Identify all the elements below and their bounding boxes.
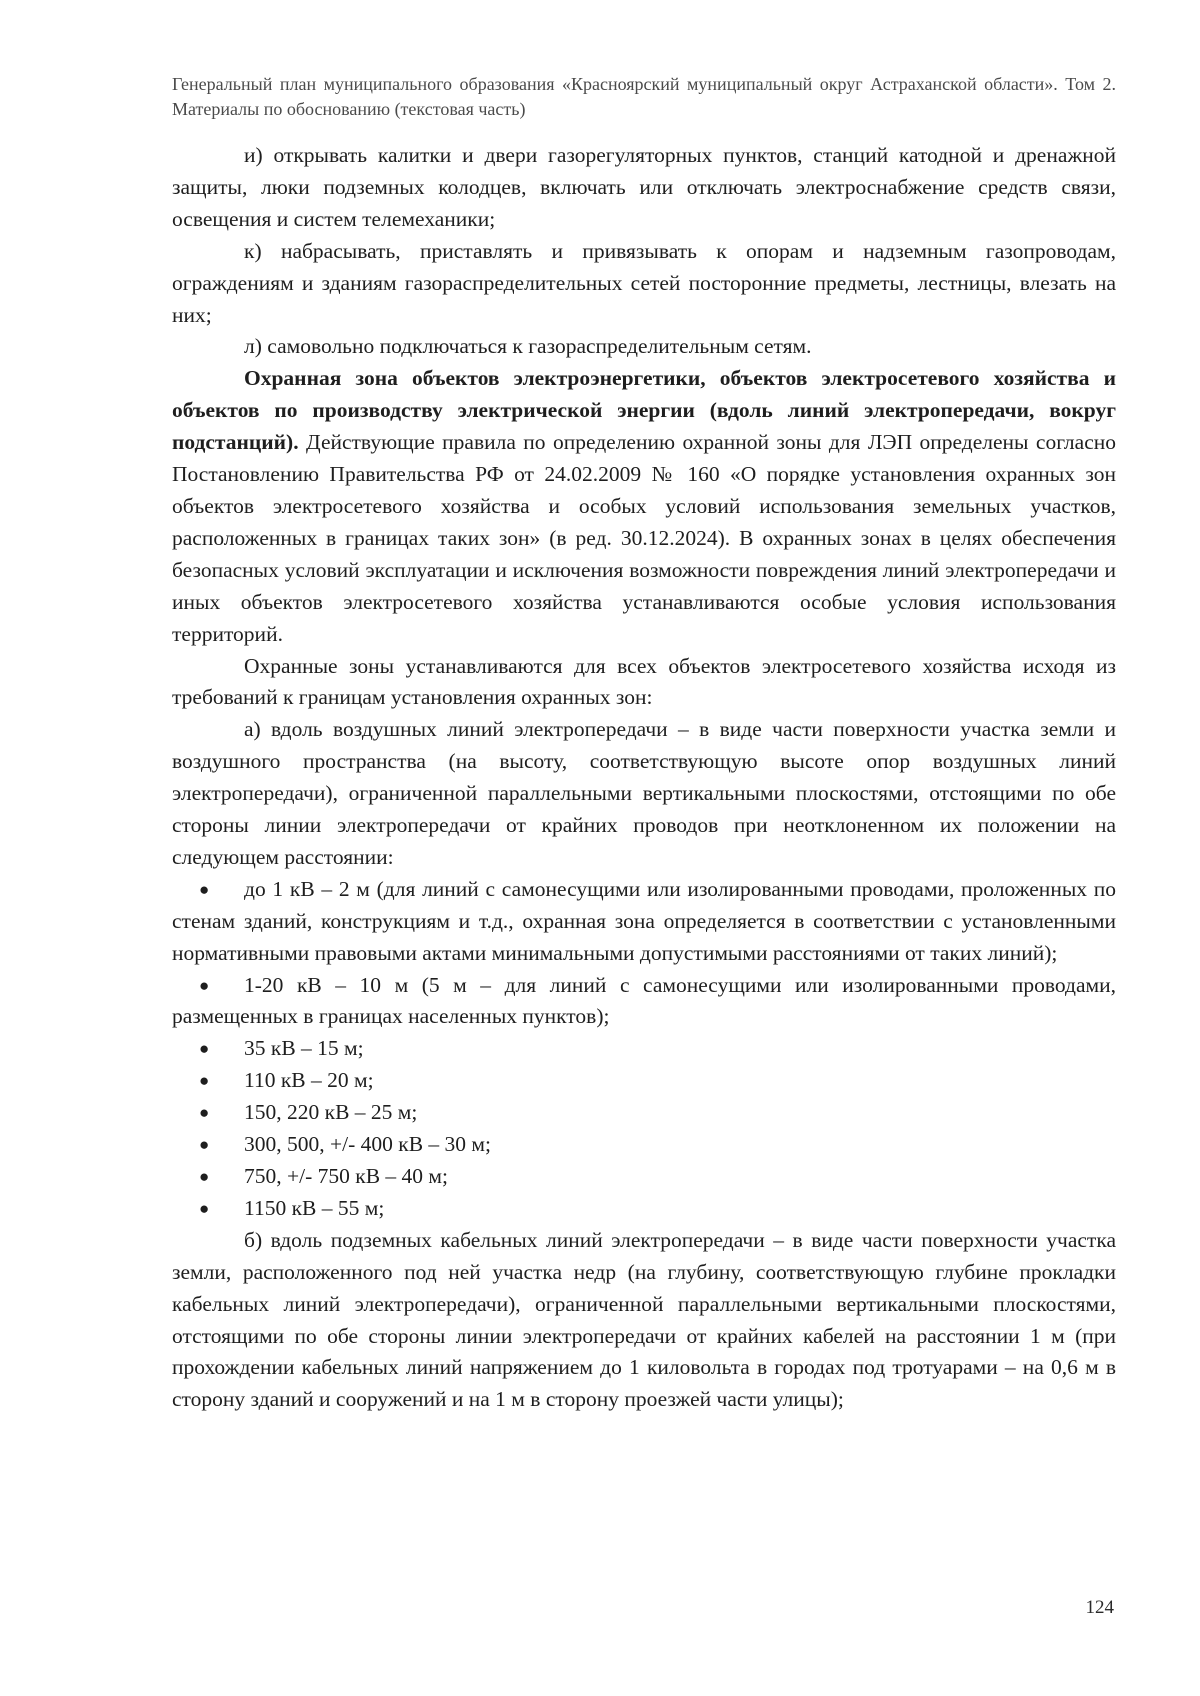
list-item: ● 300, 500, +/- 400 кВ – 30 м; <box>172 1129 1116 1161</box>
protection-zone-heading: Охранная зона объектов электроэнергетики, объектов электросетевого хозяйства и объектов по производству электрической энергии (вдоль линий электропередачи, вокруг подстанций). <box>172 366 1116 455</box>
list-item: ● 150, 220 кВ – 25 м; <box>172 1097 1116 1129</box>
document-body <box>172 140 1116 1416</box>
bullet-icon: ● <box>199 1039 210 1059</box>
paragraph-item-a: а) вдоль воздушных линий электропередачи – в виде части поверхности участка земли и воздушного пространства (на высоту, соответствующую высоте опор воздушных линий электропередачи), ограниченной параллельными вертикальными плоскостями, отстоящими по обе стороны линии электропередачи от крайних проводов при неотклоненном их положении на следующем расстоянии: <box>172 717 1116 869</box>
bullet-icon: ● <box>199 1103 210 1123</box>
list-item: ● до 1 кВ – 2 м (для линий с самонесущими или изолированными проводами, проложенных по стенам зданий, конструкциям и т.д., охранная зона определяется в соответствии с установленными нормативными правовыми актами минимальными допустимыми расстояниями от таких линий); <box>172 874 1116 970</box>
bullet-icon: ● <box>199 1071 210 1091</box>
page-number: 124 <box>1085 1597 1114 1618</box>
list-item: ● 750, +/- 750 кВ – 40 м; <box>172 1161 1116 1193</box>
list-item: ● 1-20 кВ – 10 м (5 м – для линий с самонесущими или изолированными проводами, размещенных в границах населенных пунктов); <box>172 970 1116 1034</box>
list-item: ● 1150 кВ – 55 м; <box>172 1193 1116 1225</box>
protection-zone-text: Действующие правила по определению охранной зоны для ЛЭП определены согласно Постановлению Правительства РФ от 24.02.2009 № 160 «О порядке установления охранных зон объектов электросетевого хозяйства и особых условий использования земельных участков, расположенных в границах таких зон» (в ред. 30.12.2024). В охранных зонах в целях обеспечения безопасных условий эксплуатации и исключения возможности повреждения линий электропередачи и иных объектов электросетевого хозяйства устанавливаются особые условия использования территорий. <box>172 430 1116 646</box>
paragraph-item-l: л) самовольно подключаться к газораспределительным сетям. <box>244 334 812 359</box>
paragraph-zones-established: Охранные зоны устанавливаются для всех объектов электросетевого хозяйства исходя из требований к границам установления охранных зон: <box>172 653 1116 710</box>
bullet-icon: ● <box>199 879 210 899</box>
running-header: Генеральный план муниципального образования «Красноярский муниципальный округ Астраханской области». Том 2. Материалы по обоснованию (текстовая часть) <box>172 74 1116 119</box>
bullet-icon: ● <box>199 1167 210 1186</box>
bullet-icon: ● <box>199 1135 210 1155</box>
list-item: ● 110 кВ – 20 м; <box>172 1065 1116 1097</box>
bullet-icon: ● <box>199 975 210 995</box>
paragraph-item-i: и) открывать калитки и двери газорегуляторных пунктов, станций катодной и дренажной защиты, люки подземных колодцев, включать или отключать электроснабжение средств связи, освещения и систем телемеханики; <box>172 143 1116 231</box>
bullet-icon: ● <box>199 1198 210 1218</box>
paragraph-item-k: к) набрасывать, приставлять и привязывать к опорам и надземным газопроводам, ограждениям и зданиям газораспределительных сетей посторонние предметы, лестницы, влезать на них; <box>172 238 1116 327</box>
paragraph-protection-zone <box>172 363 1116 650</box>
list-item: ● 35 кВ – 15 м; <box>172 1033 1116 1065</box>
paragraph-item-b: б) вдоль подземных кабельных линий электропередачи – в виде части поверхности участка земли, расположенного под ней участка недр (на глубину, соответствующую глубине прокладки кабельных линий электропередачи), ограниченной параллельными вертикальными плоскостями, отстоящими по обе стороны линии электропередачи от крайних кабелей на расстоянии 1 м (при прохождении кабельных линий напряжением до 1 киловольта в городах под тротуарами – на 0,6 м в сторону зданий и сооружений и на 1 м в сторону проезжей части улицы); <box>172 1227 1116 1412</box>
